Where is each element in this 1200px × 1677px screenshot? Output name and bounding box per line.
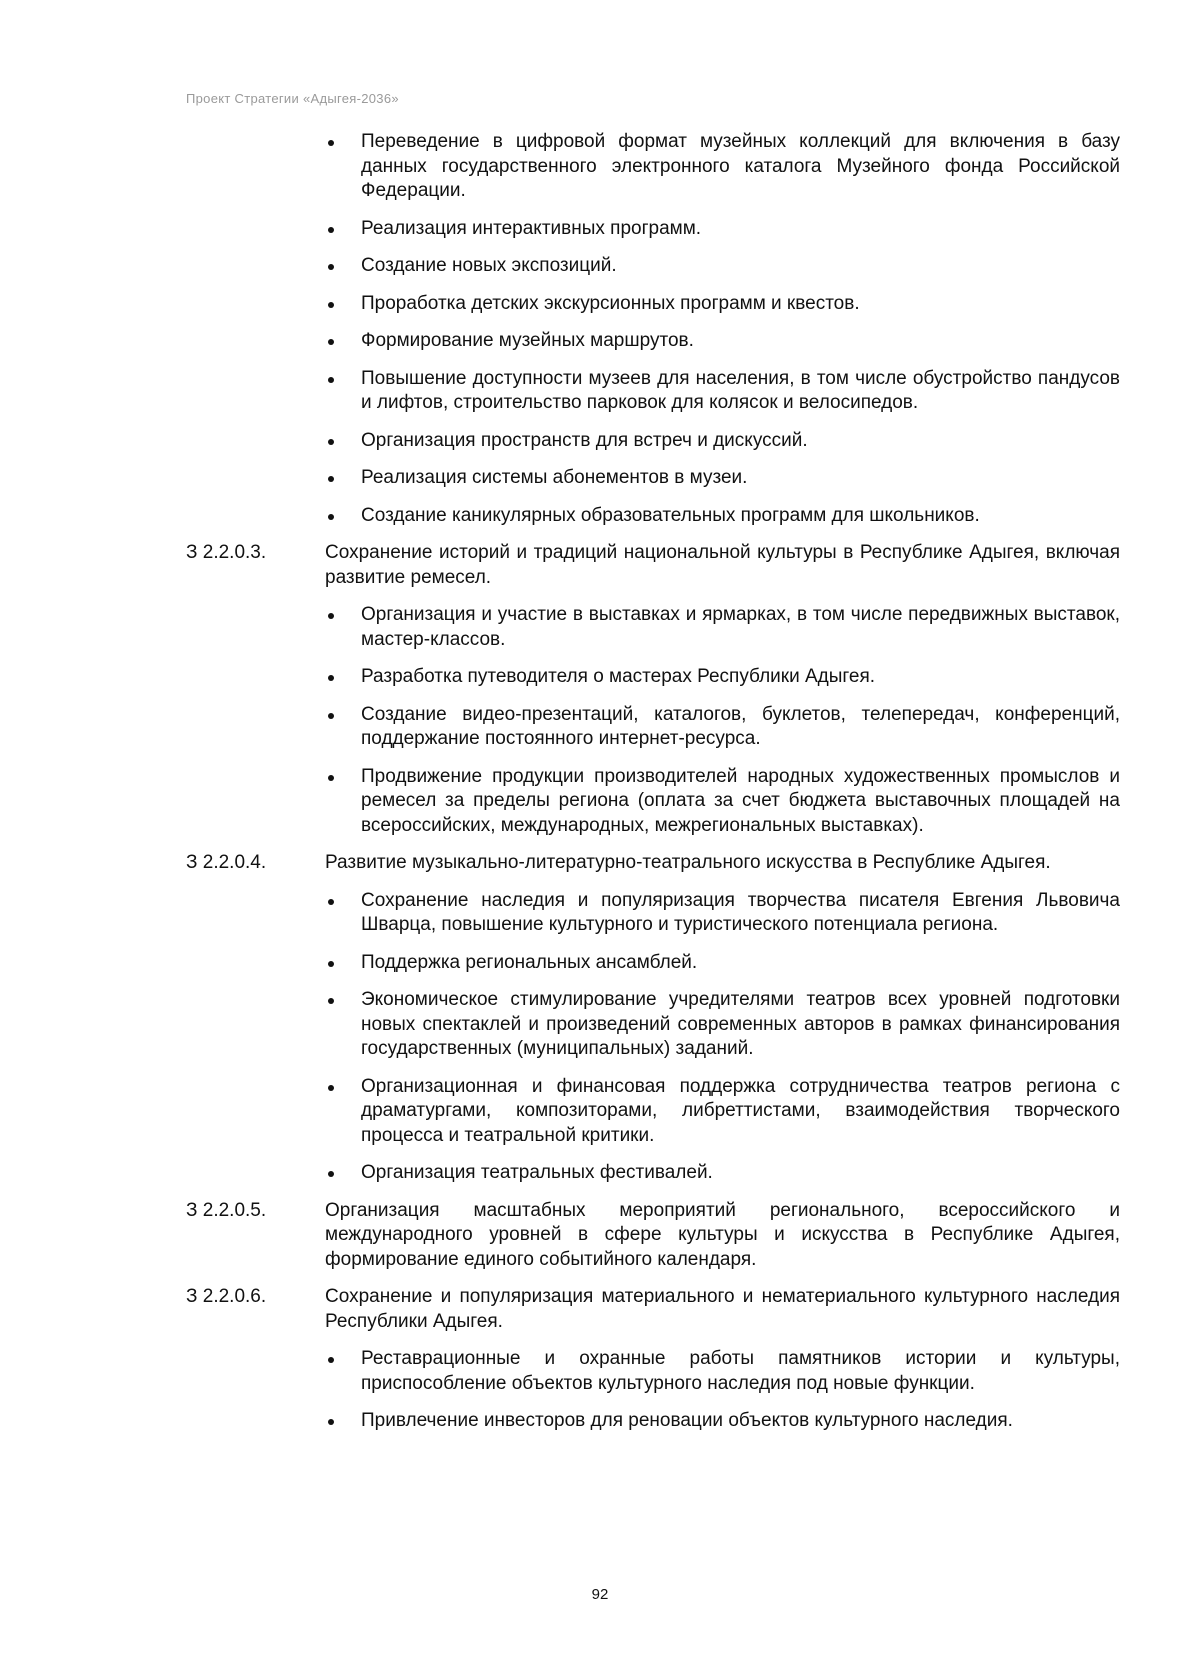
bullet-item: Формирование музейных маршрутов. [325,329,1120,354]
bullet-item: Продвижение продукции производителей народных художественных промыслов и ремесел за пределы региона (оплата за счет бюджета выставочных площадей на всероссийских, международных, межрегиональных выставках). [325,765,1120,839]
numbered-item [186,1199,1120,1273]
bullet-item: Переведение в цифровой формат музейных коллекций для включения в базу данных государственного электронного каталога Музейного фонда Российской Федерации. [325,130,1120,204]
bullet-item: Реализация системы абонементов в музеи. [325,466,1120,491]
bullet-list [186,603,1120,838]
page-number: 92 [591,1586,609,1603]
bullet-list [186,1347,1120,1434]
item-text: Развитие музыкально-литературно-театрального искусства в Республике Адыгея. [325,852,1051,873]
item-number: З 2.2.0.4. [186,852,267,873]
bullet-item: Реализация интерактивных программ. [325,217,1120,242]
document-header: Проект Стратегии «Адыгея-2036» [186,91,399,106]
bullet-item: Экономическое стимулирование учредителями театров всех уровней подготовки новых спектаклей и произведений современных авторов в рамках финансирования государственных (муниципальных) заданий. [325,988,1120,1062]
bullet-item: Создание видео-презентаций, каталогов, буклетов, телепередач, конференций, поддержание постоянного интернет-ресурса. [325,703,1120,752]
item-number: З 2.2.0.5. [186,1199,267,1221]
item-number: З 2.2.0.3. [186,542,267,563]
document-body [186,130,1120,1447]
item-text: Сохранение историй и традиций национальной культуры в Республике Адыгея, включая развитие ремесел. [325,542,1120,588]
numbered-item [186,851,1120,876]
bullet-item: Создание новых экспозиций. [325,254,1120,279]
bullet-item: Проработка детских экскурсионных программ и квестов. [325,292,1120,317]
item-text: Сохранение и популяризация материального и нематериального культурного наследия Республики Адыгея. [325,1286,1120,1332]
bullet-item: Создание каникулярных образовательных программ для школьников. [325,504,1120,529]
bullet-item: Организация и участие в выставках и ярмарках, в том числе передвижных выставок, мастер-классов. [325,603,1120,652]
bullet-item: Реставрационные и охранные работы памятников истории и культуры, приспособление объектов культурного наследия под новые функции. [325,1347,1120,1396]
bullet-item: Организационная и финансовая поддержка сотрудничества театров региона с драматургами, композиторами, либреттистами, взаимодействия творческого процесса и театральной критики. [325,1075,1120,1149]
numbered-item [186,541,1120,590]
item-text: Организация масштабных мероприятий регионального, всероссийского и международного уровней в сфере культуры и искусства в Республике Адыгея, формирование единого событийного календаря. [325,1199,1120,1270]
bullet-item: Разработка путеводителя о мастерах Республики Адыгея. [325,665,1120,690]
bullet-list [186,130,1120,528]
bullet-item: Организация пространств для встреч и дискуссий. [325,429,1120,454]
bullet-item: Повышение доступности музеев для населения, в том числе обустройство пандусов и лифтов, строительство парковок для колясок и велосипедов. [325,367,1120,416]
bullet-item: Поддержка региональных ансамблей. [325,951,1120,976]
numbered-item [186,1285,1120,1334]
bullet-list [186,889,1120,1186]
bullet-item: Сохранение наследия и популяризация творчества писателя Евгения Львовича Шварца, повышение культурного и туристического потенциала региона. [325,889,1120,938]
item-number: З 2.2.0.6. [186,1286,267,1307]
bullet-item: Привлечение инвесторов для реновации объектов культурного наследия. [325,1409,1120,1434]
bullet-item: Организация театральных фестивалей. [325,1161,1120,1186]
